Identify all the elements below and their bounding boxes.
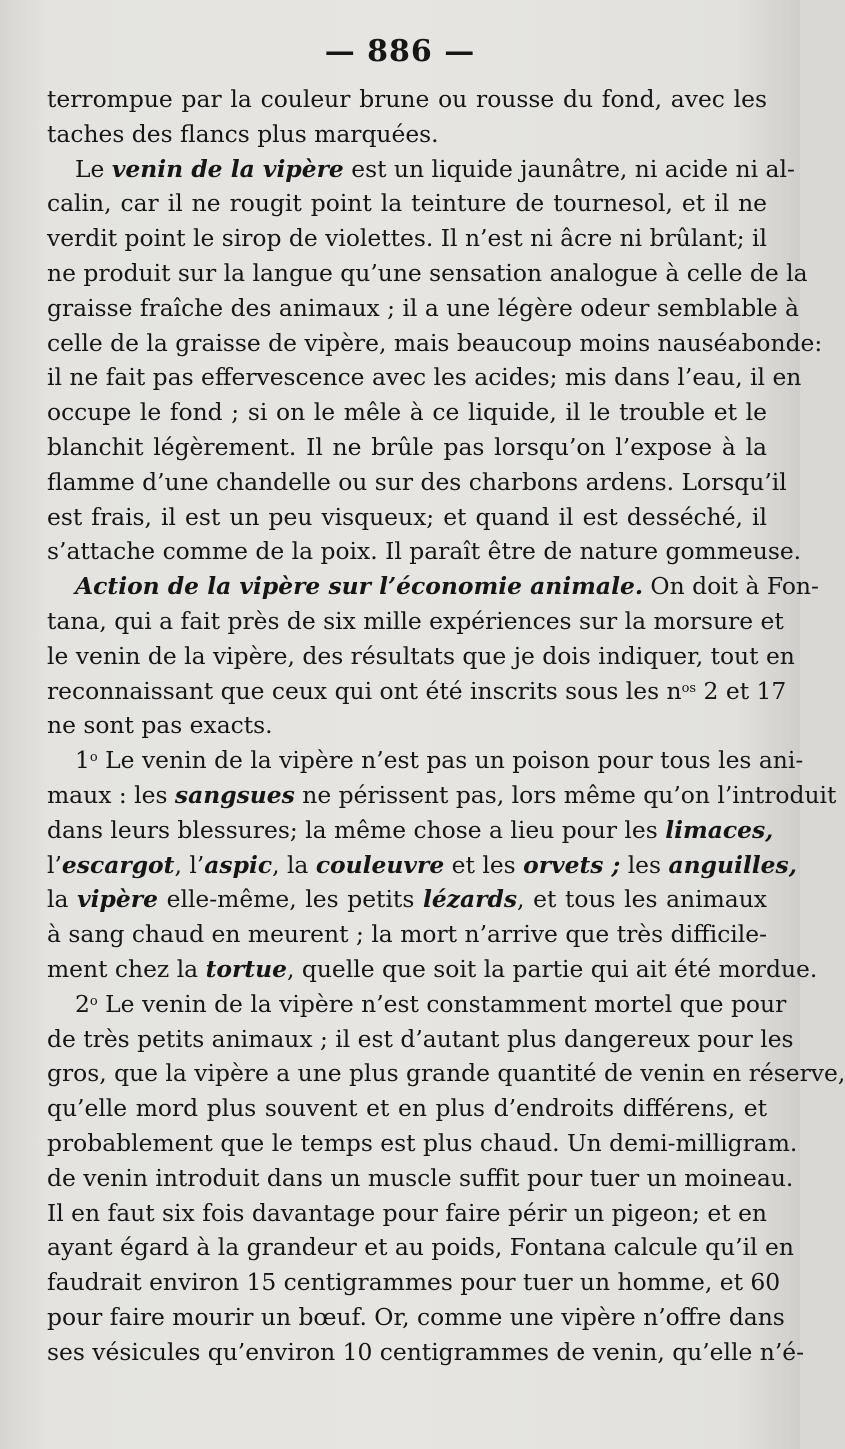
text-segment: l’ (47, 850, 62, 879)
text-segment: Le venin de la vipère n’est pas un poison pour tous les ani- (97, 746, 804, 775)
text-segment: de très petits animaux ; il est d’autant plus dangereux pour les (47, 1024, 794, 1053)
text-line (47, 465, 787, 500)
text-segment: occupe le fond ; si on le mêle à ce liquide, il le trouble et le (47, 398, 767, 427)
italic-term: anguilles, (668, 850, 797, 879)
text-segment: reconnaissant que ceux qui ont été inscrits sous les n (47, 676, 682, 705)
text-segment: faudrait environ 15 centigrammes pour tuer un homme, et 60 (47, 1268, 781, 1297)
text-line (47, 256, 808, 291)
page-number: — 886 — (324, 34, 476, 69)
italic-term: vipère (77, 885, 158, 914)
text-segment: le venin de la vipère, des résultats que je dois indiquer, tout en (47, 641, 795, 670)
text-line (47, 82, 767, 117)
text-line (47, 500, 767, 535)
text-segment: de venin introduit dans un muscle suffit pour tuer un moineau. (47, 1163, 794, 1192)
italic-term: Action de la vipère sur l’économie animale. (75, 572, 643, 601)
text-line (47, 1022, 794, 1057)
text-segment: On doit à Fon- (643, 572, 819, 601)
text-line (47, 848, 797, 883)
text-segment: 2 (75, 989, 90, 1018)
superscript: o (89, 993, 98, 1009)
text-line (47, 534, 802, 569)
italic-term: couleuvre (315, 850, 445, 879)
text-segment: et les (444, 850, 524, 879)
text-line (47, 1161, 794, 1196)
text-segment: taches des flancs plus marquées. (47, 119, 439, 148)
text-segment: à sang chaud en meurent ; la mort n’arrive que très difficile- (47, 920, 767, 949)
text-segment: s’attache comme de la poix. Il paraît être de nature gommeuse. (47, 537, 802, 566)
italic-term: limaces, (665, 815, 774, 844)
italic-term: lézards (422, 885, 518, 914)
text-segment: graisse fraîche des animaux ; il a une légère odeur semblable à (47, 293, 799, 322)
text-line (47, 395, 767, 430)
text-segment: , l’ (174, 850, 205, 879)
text-segment: probablement que le temps est plus chaud. Un demi-milligram. (47, 1128, 798, 1157)
italic-term: aspic (204, 850, 273, 879)
text-segment: 1 (75, 746, 90, 775)
text-segment: calin, car il ne rougit point la teinture de tournesol, et il ne (47, 189, 767, 218)
text-line (47, 604, 784, 639)
text-segment: , et tous les animaux (517, 885, 767, 914)
text-segment: celle de la graisse de vipère, mais beaucoup moins nauséabonde: (47, 328, 823, 357)
text-segment: ses vésicules qu’environ 10 centigrammes de venin, qu’elle n’é- (47, 1337, 805, 1366)
text-line (47, 360, 802, 395)
text-line (47, 882, 767, 917)
text-segment: maux : les (47, 780, 175, 809)
text-line (47, 952, 818, 987)
text-segment: ne produit sur la langue qu’une sensation analogue à celle de la (47, 258, 808, 287)
text-line (47, 117, 767, 152)
paragraph (47, 987, 845, 1370)
text-segment: Le (75, 154, 112, 183)
text-line (47, 778, 837, 813)
text-line (47, 152, 795, 187)
text-segment: Il en faut six fois davantage pour faire périr un pigeon; et en (47, 1198, 767, 1227)
paragraph (47, 152, 823, 570)
text-segment: gros, que la vipère a une plus grande quantité de venin en réserve, (47, 1059, 845, 1088)
text-segment: blanchit légèrement. Il ne brûle pas lorsqu’on l’expose à la (47, 432, 767, 461)
italic-term: escargot (61, 850, 175, 879)
text-line (47, 987, 787, 1022)
text-line (47, 917, 767, 952)
text-segment: verdit point le sirop de violettes. Il n’est ni âcre ni brûlant; il (47, 224, 767, 253)
text-segment: les (620, 850, 669, 879)
text-line (47, 813, 774, 848)
text-segment: 2 et 17 (696, 676, 787, 705)
text-segment: il ne fait pas effervescence avec les acides; mis dans l’eau, il en (47, 363, 802, 392)
text-line (47, 1056, 845, 1091)
text-line (47, 1265, 781, 1300)
text-segment: flamme d’une chandelle ou sur des charbons ardens. Lorsqu’il (47, 467, 787, 496)
text-segment: pour faire mourir un bœuf. Or, comme une vipère n’offre dans (47, 1302, 785, 1331)
text-line (47, 1300, 785, 1335)
text-line (47, 186, 767, 221)
text-line (47, 291, 799, 326)
text-segment: est frais, il est un peu visqueux; et quand il est desséché, il (47, 502, 767, 531)
superscript: os (681, 680, 697, 696)
text-line (47, 221, 767, 256)
text-segment: la (47, 885, 78, 914)
text-segment: Le venin de la vipère n’est constamment mortel que pour (97, 989, 787, 1018)
italic-term: tortue (205, 954, 287, 983)
text-segment: ne sont pas exacts. (47, 711, 273, 740)
text-line (47, 639, 795, 674)
body-text (47, 82, 845, 1369)
superscript: o (89, 750, 98, 766)
text-segment: qu’elle mord plus souvent et en plus d’endroits différens, et (47, 1094, 767, 1123)
text-segment: ayant égard à la grandeur et au poids, Fontana calcule qu’il en (47, 1233, 794, 1262)
text-segment: terrompue par la couleur brune ou rousse du fond, avec les (47, 85, 767, 113)
paragraph (47, 82, 767, 152)
text-line (47, 674, 787, 709)
text-segment: tana, qui a fait près de six mille expériences sur la morsure et (47, 606, 784, 635)
text-segment: , quelle que soit la partie qui ait été mordue. (286, 954, 818, 983)
text-line (47, 708, 767, 743)
text-segment: elle-même, les petits (157, 885, 423, 914)
text-line (47, 743, 804, 778)
text-line (47, 569, 819, 604)
text-line (47, 1126, 798, 1161)
text-line (47, 326, 823, 361)
text-line (47, 1091, 767, 1126)
text-segment: , la (272, 850, 316, 879)
italic-term: venin de la vipère (111, 154, 344, 183)
text-line (47, 1230, 794, 1265)
text-line (47, 1196, 767, 1231)
text-segment: est un liquide jaunâtre, ni acide ni al- (343, 154, 795, 183)
paragraph (47, 743, 837, 987)
text-segment: dans leurs blessures; la même chose a lieu pour les (47, 815, 666, 844)
italic-term: sangsues (174, 780, 295, 809)
text-segment: ne périssent pas, lors même qu’on l’introduit (294, 780, 837, 809)
paragraph (47, 569, 819, 743)
text-line (47, 1335, 805, 1370)
italic-term: orvets ; (523, 850, 621, 879)
text-line (47, 430, 767, 465)
text-segment: ment chez la (47, 954, 206, 983)
